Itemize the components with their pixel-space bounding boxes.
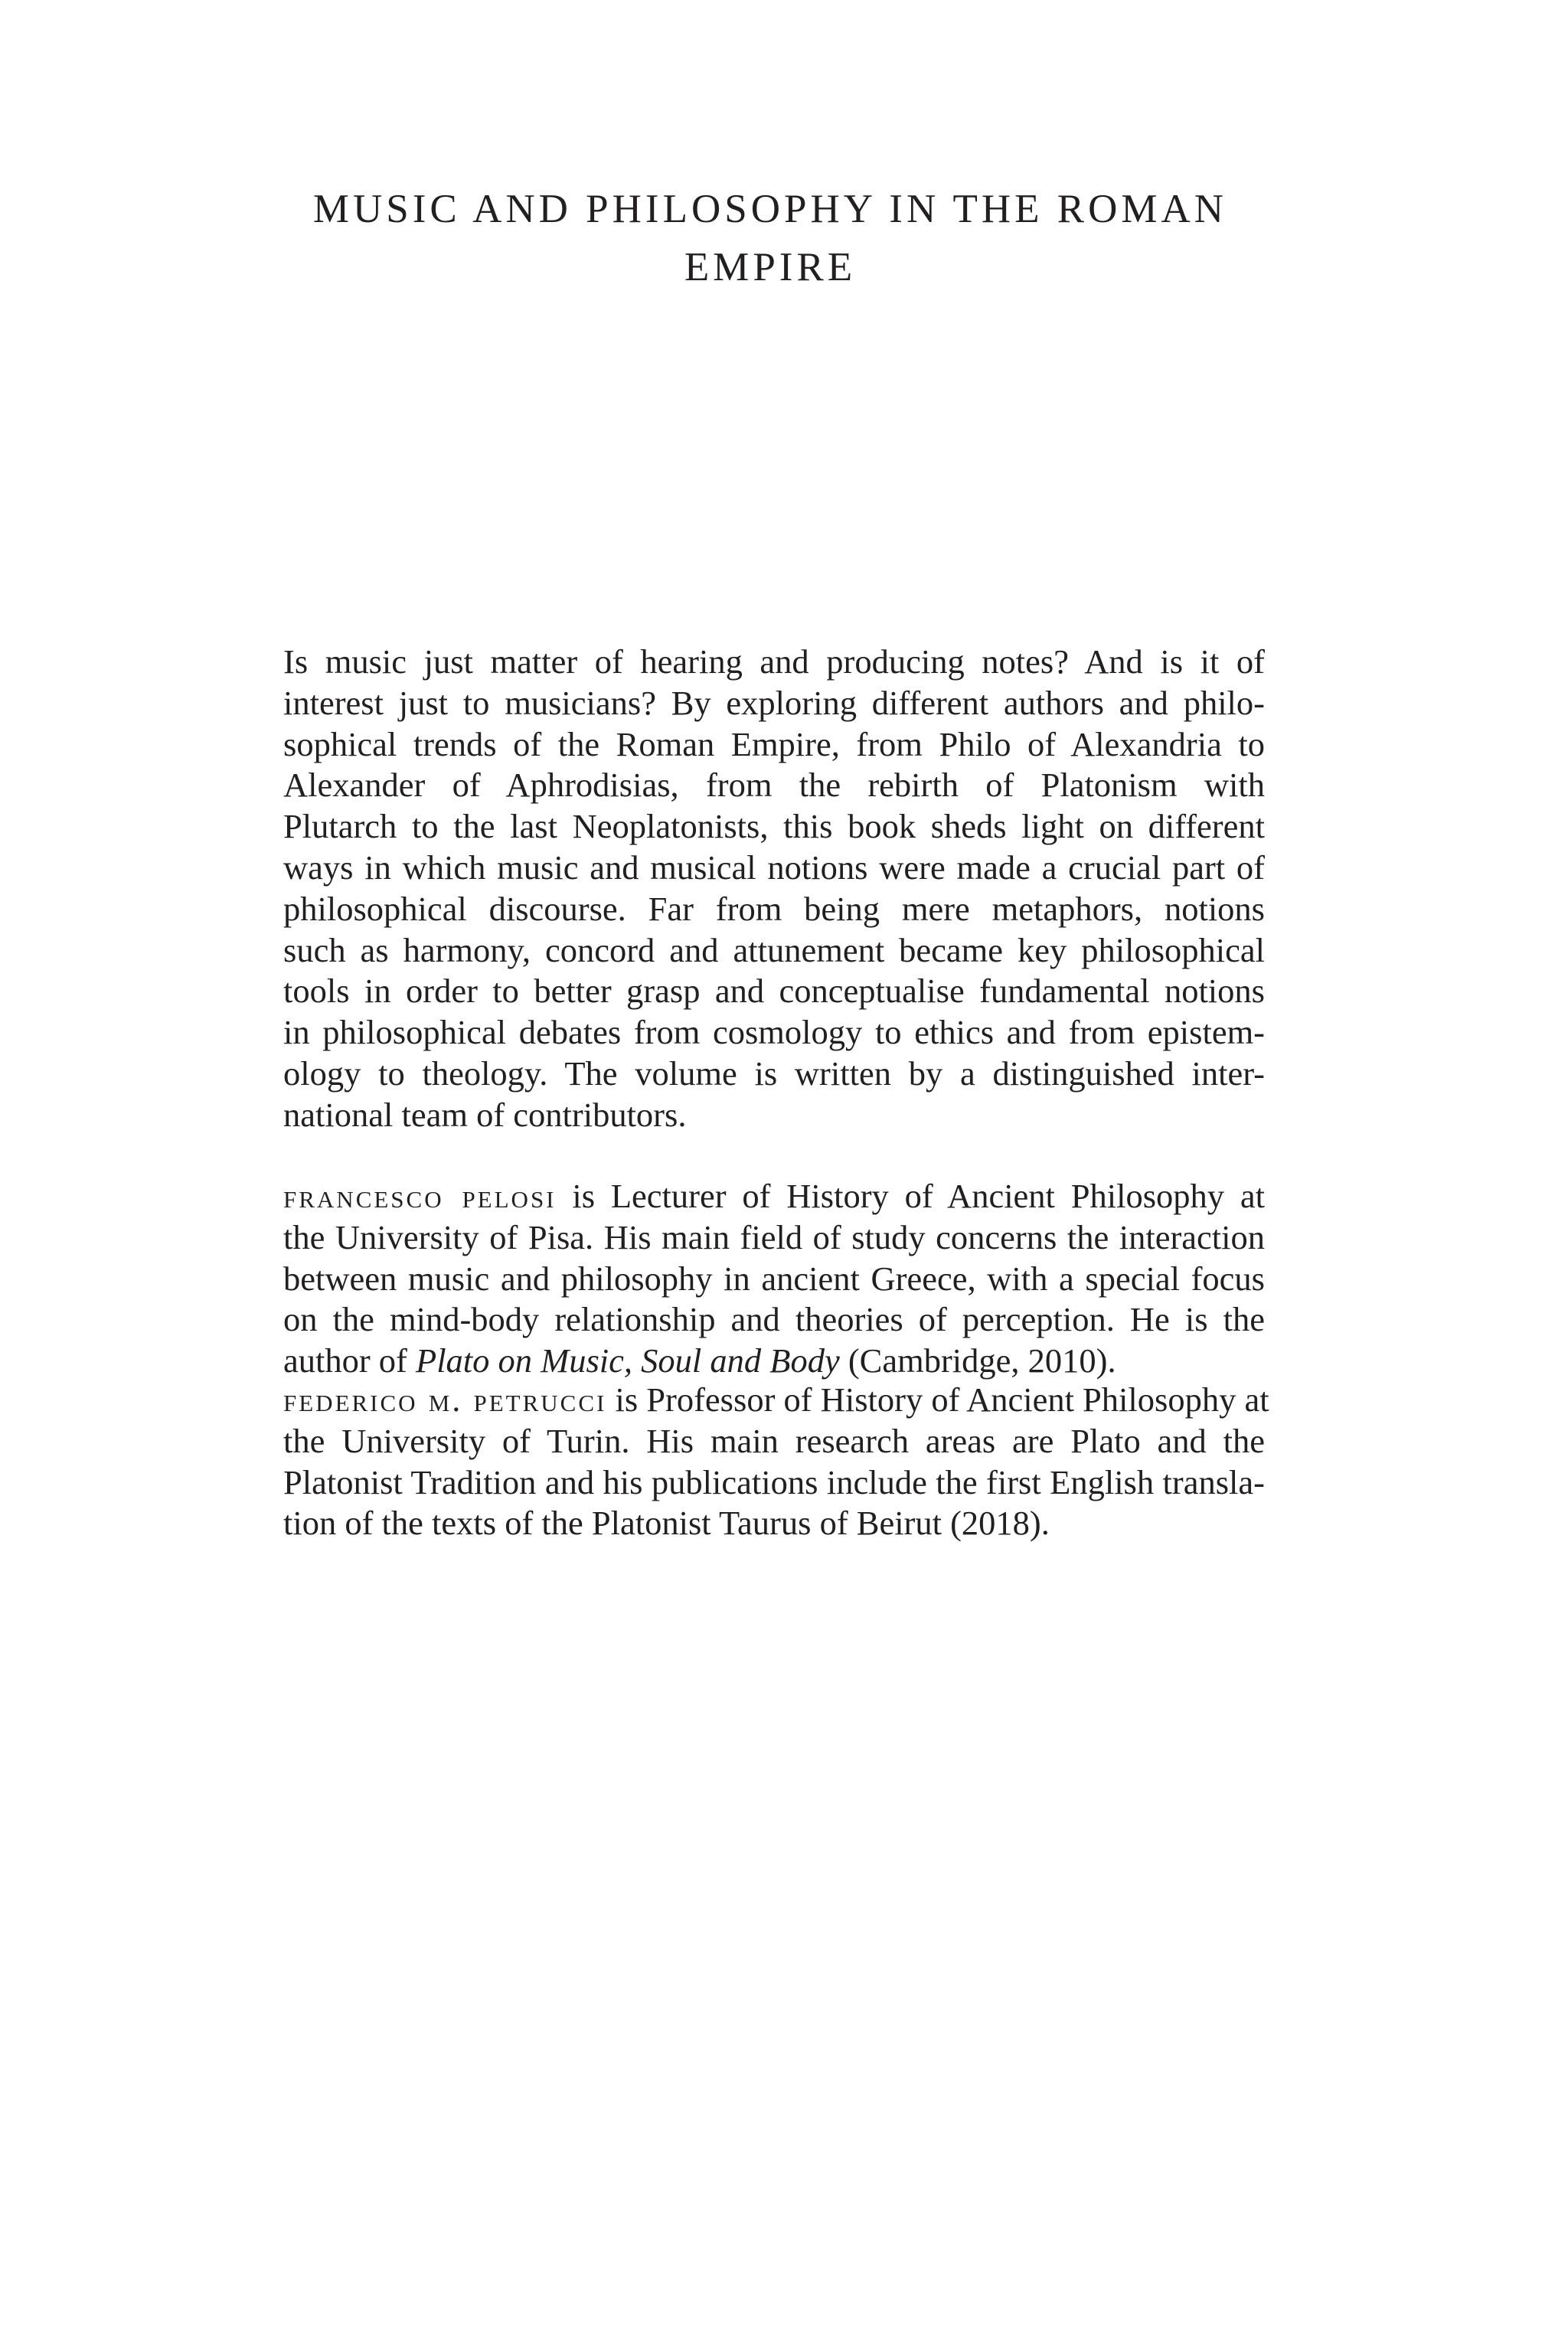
description-line: Alexander of Aphrodisias, from the rebirth of Platonism with bbox=[283, 766, 1265, 805]
description-line: philosophical discourse. Far from being mere metaphors, notions bbox=[283, 889, 1265, 928]
description-line: ways in which music and musical notions were made a crucial part of bbox=[283, 848, 1265, 887]
description-line: Plutarch to the last Neoplatonists, this book sheds light on different bbox=[283, 807, 1265, 846]
description-line: such as harmony, concord and attunement became key philosophical bbox=[283, 930, 1265, 969]
author-name: federico m. petrucci bbox=[283, 1380, 607, 1419]
bio-line: on the mind-body relationship and theories of perception. He is the bbox=[283, 1300, 1265, 1339]
bio-text: (Cambridge, 2010). bbox=[839, 1341, 1116, 1380]
description-line: in philosophical debates from cosmology to ethics and from epistem- bbox=[283, 1013, 1265, 1052]
description-line: tools in order to better grasp and conceptualise fundamental notions bbox=[283, 972, 1265, 1011]
author-bio-pelosi bbox=[283, 1176, 1265, 1382]
description-line: ology to theology. The volume is written by a distinguished inter- bbox=[283, 1054, 1265, 1093]
author-name: francesco pelosi bbox=[283, 1177, 557, 1215]
bio-text: is Professor of History of Ancient Philosophy at bbox=[606, 1380, 1269, 1419]
description-line: sophical trends of the Roman Empire, from Philo of Alexandria to bbox=[283, 724, 1265, 763]
bio-text: is Lecturer of History of Ancient Philosophy at bbox=[556, 1177, 1265, 1215]
description-line: national team of contributors. bbox=[283, 1095, 687, 1134]
book-title-line-1: MUSIC AND PHILOSOPHY IN THE ROMAN bbox=[312, 187, 1228, 231]
bio-line bbox=[283, 1380, 1269, 1421]
book-reference-title: Plato on Music, Soul and Body bbox=[416, 1341, 840, 1380]
description-line: Is music just matter of hearing and producing notes? And is it of bbox=[283, 642, 1265, 681]
bio-line: the University of Pisa. His main field of study concerns the interaction bbox=[283, 1217, 1265, 1256]
bio-line: Platonist Tradition and his publications include the first English transla- bbox=[283, 1462, 1265, 1501]
bio-line: tion of the texts of the Platonist Taurus of Beirut (2018). bbox=[283, 1504, 1050, 1543]
bio-line bbox=[283, 1341, 1265, 1382]
author-bio-petrucci bbox=[283, 1380, 1269, 1544]
book-title-line-2: EMPIRE bbox=[684, 245, 857, 289]
bio-text: author of bbox=[283, 1341, 416, 1380]
bio-line: the University of Turin. His main research areas are Plato and the bbox=[283, 1421, 1265, 1460]
description-line: interest just to musicians? By exploring different authors and philo- bbox=[283, 683, 1265, 722]
bio-line bbox=[283, 1176, 1265, 1217]
book-description bbox=[283, 642, 1265, 1136]
bio-line: between music and philosophy in ancient Greece, with a special focus bbox=[283, 1259, 1265, 1298]
book-title bbox=[270, 180, 1271, 296]
